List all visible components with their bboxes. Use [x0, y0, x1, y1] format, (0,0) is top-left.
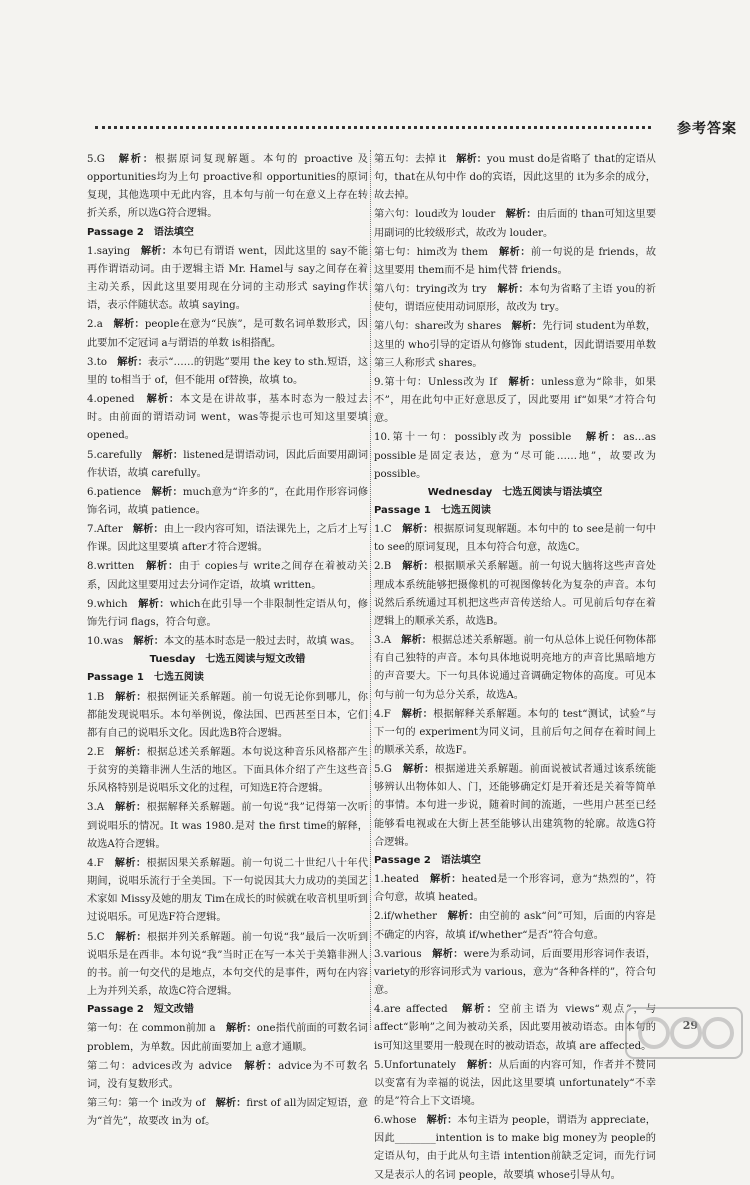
analysis-text: 根据顺承关系解题。前一句说大脑将这些声音处理成本系统能够把摄像机的可视图像转化为复杂的声音。本句说然后系统通过耳机把这些声音传送给人。可见前后句存在着逻辑上的顺承关系，故选B。 [374, 561, 656, 627]
answer-item [87, 1057, 368, 1094]
answer-key: 1.B [87, 691, 116, 703]
passage-heading: Passage 1 七选五阅读 [374, 504, 491, 516]
answer-item [87, 315, 368, 352]
answer-key: 5.G [87, 154, 119, 165]
analysis-text: unless意为“除非，如果不”，用在此句中正好意思反了，因此要用 if“如果”才符合句意。 [374, 376, 656, 425]
analysis-text: listened是谓语动词，因此后面要用副词作状语，故填 carefully。 [87, 449, 369, 479]
answer-item [87, 854, 368, 928]
answer-item [374, 428, 656, 483]
analysis-text: 从后面的内容可知，作者并不赞同以变富有为幸福的说法，因此这里要填 unfortunately“不幸的是”符合上下文语境。 [374, 1059, 657, 1107]
answer-key: 第二句：advices改为 advice [87, 1060, 245, 1072]
analysis-text: 由于 copies与 write之间存在着被动关系，因此这里要用过去分词作定语，故填 written。 [87, 561, 368, 591]
page-number: 29 [682, 1019, 698, 1032]
analysis-label: 解析： [429, 873, 462, 886]
header-title: 参考答案 [677, 121, 737, 137]
answer-item [374, 870, 656, 907]
answer-key: 4.F [87, 857, 115, 869]
answer-key: 第八句：trying改为 try [374, 284, 498, 296]
answer-item [87, 353, 368, 390]
answer-key: 5.carefully [87, 449, 153, 461]
answer-item [374, 243, 656, 280]
analysis-label: 解析： [244, 1059, 279, 1072]
answer-item [87, 1094, 368, 1131]
analysis-label: 解析： [456, 153, 487, 165]
answer-item [87, 632, 368, 651]
answer-item [87, 1019, 368, 1056]
answer-key: 9.第十句：Unless改为 If [374, 376, 509, 388]
analysis-text: you must do是省略了 that的定语从句，that在从句中作 do的宾语，因此这里的 it为多余的成分，故去掉。 [374, 154, 656, 202]
answer-item [374, 150, 656, 205]
answer-item [374, 1056, 656, 1111]
analysis-label: 解析： [133, 635, 164, 648]
answer-item [87, 743, 368, 798]
analysis-text: heated是一个形容词，意为“热烈的”，符合句意，故填 heated。 [374, 874, 656, 904]
answer-key: 2.B [374, 561, 403, 573]
analysis-label: 解析： [113, 318, 145, 331]
analysis-label: 解析： [151, 485, 183, 498]
analysis-text: 本文是在讲故事，基本时态为一般过去时。由前面的谓语动词 went，was等提示也可知这里要填 opened。 [87, 394, 369, 442]
analysis-text: 由后面的 than可知这里要用副词的比较级形式，故改为 louder。 [374, 209, 657, 239]
analysis-text: 先行词 student为单数，这里的 who引导的定语从句修饰 student，因此谓语要用单数第三人称形式 shares。 [374, 321, 657, 369]
answer-key: 3.A [87, 802, 115, 814]
analysis-text: 根据原词复现解题。本句的 proactive 及 opportunities均为上句 proactive和 opportunities的原词复现，其他选项中无此内容，且本句与前一句在意义上存在转折关系，所以选G符合逻辑。 [87, 154, 368, 220]
analysis-text: 根据解释关系解题。本句的 test“测试，试验”与下一句的 experiment为同义词，且前后句之间存在着时间上的顺承关系，故选F。 [374, 708, 657, 756]
passage-heading: Passage 2 短文改错 [87, 1004, 194, 1016]
passage-heading: Passage 1 七选五阅读 [87, 672, 204, 684]
answer-key: 3.various [374, 948, 433, 960]
analysis-label: 解析： [401, 707, 434, 720]
analysis-text: 本句主语为 people，谓语为 appreciate，因此________intention is to make big money为 people的定语从句，由于此从句主语 intention前缺乏定词，而先行词又是表示人的名词 people，故要填 whose引导从句。 [374, 1115, 656, 1181]
analysis-label: 解析： [115, 746, 147, 758]
analysis-label: 解析： [508, 375, 542, 388]
answer-key: 5.C [87, 931, 116, 943]
analysis-text: 由上一段内容可知，语法课先上，之后才上写作课。因此这里要填 after才符合逻辑。 [87, 524, 368, 554]
answer-item [87, 483, 368, 520]
analysis-label: 解析： [462, 1003, 499, 1016]
analysis-text: 根据总述关系解题。本句说这种音乐风格都产生于贫穷的美籍非洲人生活的地区。下面具体介绍了产生这些音乐风格特别是说唱乐文化的过程，可知选E符合逻辑。 [87, 747, 368, 795]
answer-item [87, 595, 368, 632]
answer-item [87, 798, 368, 853]
analysis-text: one指代前面的可数名词 problem，为单数。因此前面要加上 a意才通顺。 [87, 1023, 368, 1053]
analysis-label: 解析： [132, 523, 164, 536]
answer-key: 5.Unfortunately [374, 1059, 467, 1071]
answer-key: 1.C [374, 524, 403, 536]
analysis-label: 解析： [466, 1058, 499, 1071]
answer-key: 4.are affected [374, 1004, 463, 1016]
analysis-text: 根据递进关系解题。前面说被试者通过该系统能够辨认出物体如人、门，还能够确定灯是开着还是关着等简单的事情。本句进一步说，随着时间的流逝，一些用户甚至已经能够看电视或在大街上甚至能够认出建筑物的轮廓。故选G符合逻辑。 [374, 764, 657, 848]
answer-key: 10.第十一句：possibly改为 possible [374, 432, 586, 444]
answer-item [87, 446, 368, 483]
answer-item [374, 945, 656, 1000]
analysis-text: people在意为“民族”，是可数名词单数形式，因此要加不定冠词 a与谓语的单数 is相搭配。 [87, 319, 368, 349]
answer-key: 8.written [87, 561, 147, 573]
analysis-text: 本句为省略了主语 you的祈使句，谓语应使用动词原形，故改为 try。 [374, 284, 656, 314]
day-heading: Tuesday 七选五阅读与短文改错 [149, 654, 306, 666]
answer-key: 1.saying [87, 245, 141, 257]
answer-key: 1.heated [374, 874, 430, 886]
answer-item [87, 390, 368, 445]
analysis-text: were为系动词，后面要用形容词作表语，variety的形容词形式为 various，意为“各种各样的”，符合句意。 [374, 948, 656, 997]
answer-key: 4.opened [87, 394, 147, 406]
answer-item [374, 907, 656, 944]
page-header [95, 118, 737, 138]
answer-key: 2.a [87, 319, 114, 331]
analysis-text: 空前主语为 views“观点”，与 affect“影响”之间为被动关系，因此要用被动语态。由本句的 is可知这里要用一般现在时的被动语态，故填 are affected。 [374, 1004, 657, 1052]
answer-key: 6.patience [87, 486, 152, 498]
answer-item [374, 760, 656, 852]
analysis-label: 解析： [118, 153, 155, 165]
analysis-text: 表示“……的钥匙”要用 the key to sth.短语，这里的 to相当于 of，但不能用 of替换，故填 to。 [87, 356, 369, 386]
answer-item [374, 373, 656, 428]
analysis-text: as…as possible是固定表达，意为“尽可能……地”，故要改为 possible。 [374, 432, 657, 480]
answer-key: 2.if/whether [374, 911, 448, 923]
day-heading: Wednesday 七选五阅读与语法填空 [427, 486, 603, 498]
passage-heading: Passage 2 语法填空 [374, 854, 481, 866]
analysis-label: 解析： [432, 947, 464, 960]
analysis-label: 解析： [114, 801, 147, 814]
answer-item [87, 150, 368, 224]
answer-key: 第八句：share改为 shares [374, 321, 512, 333]
analysis-label: 解析： [426, 1114, 458, 1127]
answer-item [87, 242, 368, 316]
analysis-label: 解析： [497, 283, 529, 296]
analysis-text: 本文的基本时态是一般过去时，故填 was。 [163, 636, 361, 648]
analysis-text: 由空前的 ask“问”可知，后面的内容是不确定的内容，故填 if/whether“是否”符合句意。 [374, 911, 656, 941]
analysis-label: 解析： [215, 1096, 247, 1109]
answer-item [374, 280, 656, 317]
answer-item [374, 205, 656, 242]
analysis-label: 解析： [115, 690, 147, 703]
analysis-label: 解析： [114, 856, 147, 869]
analysis-label: 解析： [401, 634, 432, 647]
answer-key: 第一句：在 common前加 a [87, 1023, 226, 1035]
analysis-label: 解析： [585, 431, 624, 444]
analysis-text: 根据并列关系解题。前一句说“我”最后一次听到说唱乐是在西非。本句说“我”当时正在写一本关于美籍非洲人的书。前一句交代的是地点，本句交代的是事件，两句在内容上为并列关系，故选C符合逻辑。 [87, 931, 369, 998]
analysis-label: 解析： [402, 523, 434, 536]
answer-key: 第三句：第一个 in改为 of [87, 1097, 216, 1109]
answer-key: 9.which [87, 598, 139, 610]
analysis-label: 解析： [402, 560, 434, 573]
analysis-text: advice为不可数名词，没有复数形式。 [87, 1060, 368, 1090]
answer-key: 第七句：him改为 them [374, 246, 499, 258]
right-column [374, 150, 656, 1185]
analysis-label: 解析： [447, 910, 479, 923]
answer-item [87, 688, 368, 743]
analysis-text: 根据解释关系解题。前一句说“我”记得第一次听到说唱乐的情况。It was 1980.是对 the first time的解释，故选A符合逻辑。 [87, 802, 369, 850]
column-divider [370, 150, 371, 1030]
answer-key: 第六句：loud改为 louder [374, 209, 506, 221]
answer-item [374, 1000, 656, 1055]
passage-heading: Passage 2 语法填空 [87, 226, 194, 238]
analysis-text: 本句已有谓语 went，因此这里的 say不能再作谓语动词。由于逻辑主语 Mr. Hamel与 say之间存在着主动关系，因此这里要用现在分词的主动形式 saying作状语，表示伴随状态。故填 saying。 [87, 245, 369, 312]
analysis-label: 解析： [225, 1022, 257, 1035]
analysis-label: 解析： [115, 930, 147, 943]
analysis-text: first of all为固定短语，意为“首先”，故要改 in为 of。 [87, 1097, 368, 1128]
analysis-label: 解析： [152, 448, 184, 461]
analysis-label: 解析： [505, 208, 537, 221]
answer-item [87, 520, 368, 557]
answer-key: 3.A [374, 635, 402, 647]
answer-item [374, 520, 656, 557]
analysis-text: 根据总述关系解题。前一句从总体上说任何物体都有自己独特的声音。本句具体地说明亮地方的声音比黑暗地方的声音要大。下一句具体说通过音调确定物体的高度。可见本句与前一句为总分关系，故选A。 [374, 635, 657, 701]
analysis-label: 解析： [402, 763, 435, 776]
dotted-rule [95, 126, 651, 129]
answer-item [374, 317, 656, 372]
analysis-label: 解析： [138, 597, 170, 610]
analysis-text: 根据因果关系解题。前一句说二十世纪八十年代期间，说唱乐流行于全美国。下一句说因其大力成功的美国艺术家如 Missy及她的朋友 Tim在成长的时候就在收音机里听到过说唱乐。可见选F符合逻辑。 [87, 857, 369, 924]
answer-item [374, 1111, 656, 1185]
answer-item [87, 557, 368, 594]
analysis-text: which在此引导一个非限制性定语从句，修饰先行词 flags，符合句意。 [87, 598, 368, 628]
analysis-text: 根据例证关系解题。前一句说无论你到哪儿，你都能发现说唱乐。本句举例说，像法国、巴西甚至日本，它们都有自己的说唱乐文化。因此选B符合逻辑。 [87, 691, 368, 739]
analysis-label: 解析： [146, 560, 179, 573]
answer-key: 7.After [87, 524, 133, 536]
analysis-text: 根据原词复现解题。本句中的 to see是前一句中 to see的原词复现，且本句符合句意，故选C。 [374, 524, 656, 554]
analysis-text: much意为“许多的”，在此用作形容词修饰名词，故填 patience。 [87, 486, 369, 516]
answer-key: 3.to [87, 356, 118, 368]
analysis-label: 解析： [498, 245, 531, 258]
analysis-label: 解析： [511, 320, 543, 333]
answer-key: 5.G [374, 764, 403, 776]
analysis-label: 解析： [146, 393, 180, 406]
analysis-label: 解析： [140, 244, 173, 257]
answer-item [374, 705, 656, 760]
answer-item [87, 928, 368, 1002]
answer-key: 第五句：去掉 it [374, 154, 457, 165]
answer-item [374, 631, 656, 705]
answer-key: 6.whose [374, 1115, 427, 1127]
answer-key: 10.was [87, 636, 134, 648]
left-column [87, 150, 368, 1131]
analysis-label: 解析： [117, 355, 148, 368]
watermark-logo-icon [624, 1006, 744, 1060]
answer-key: 4.F [374, 708, 402, 720]
answer-key: 2.E [87, 747, 116, 758]
answer-item [374, 557, 656, 631]
analysis-text: 前一句说的是 friends，故这里要用 them而不是 him代替 friends。 [374, 246, 657, 276]
